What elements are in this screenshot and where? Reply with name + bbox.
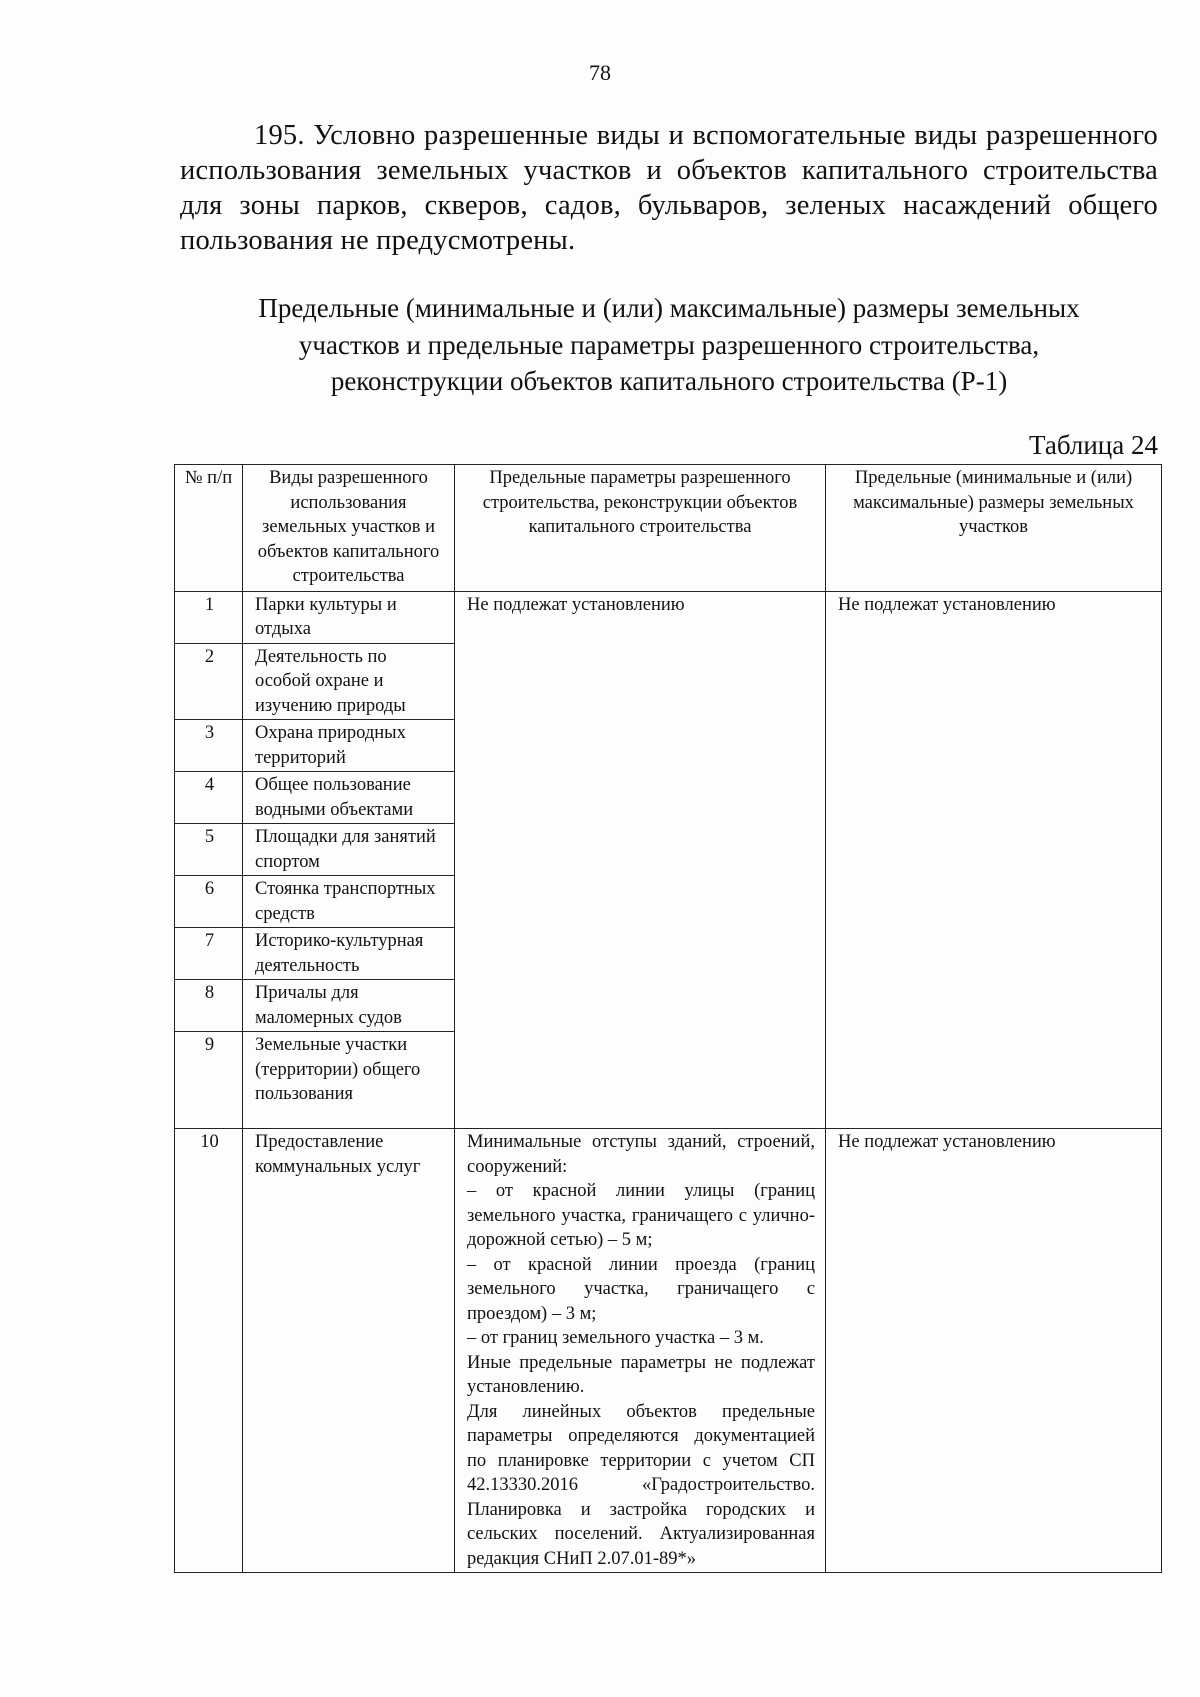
params-line: Иные предельные параметры не подлежат установлению. <box>467 1352 815 1397</box>
row-num: 6 <box>175 876 243 928</box>
row-num: 2 <box>175 643 243 720</box>
row-use-type: Парки культуры и отдыха <box>243 591 455 643</box>
header-use-type: Виды разрешенного использования земельных участков и объектов капитального строительства <box>243 465 455 592</box>
table-title-line-3: реконструкции объектов капитального строительства (Р-1) <box>330 366 1008 396</box>
row-num: 5 <box>175 824 243 876</box>
row-use-type: Историко-культурная деятельность <box>243 928 455 980</box>
paragraph-195: 195. Условно разрешенные виды и вспомогательные виды разрешенного использования земельных участков и объектов капитального строительства для зоны парков, скверов, садов, бульваров, зеленых насаждений общего пользования не предусмотрены. <box>180 120 1158 256</box>
row-use-type: Площадки для занятий спортом <box>243 824 455 876</box>
row-num: 1 <box>175 591 243 643</box>
row-use-type: Причалы для маломерных судов <box>243 980 455 1032</box>
params-line: – от красной линии проезда (границ земельного участка, граничащего с проездом) – 3 м; <box>467 1254 815 1324</box>
row-num: 7 <box>175 928 243 980</box>
row-use-type: Общее пользование водными объектами <box>243 772 455 824</box>
row-num: 3 <box>175 720 243 772</box>
table-title <box>180 290 1158 400</box>
row-num: 9 <box>175 1032 243 1129</box>
row-num: 4 <box>175 772 243 824</box>
group-params: Не подлежат установлению <box>455 591 826 1129</box>
zoning-table <box>174 464 1162 1573</box>
row-use-type: Деятельность по особой охране и изучению природы <box>243 643 455 720</box>
table-header-row <box>175 465 1162 592</box>
row-use-type: Стоянка транспортных средств <box>243 876 455 928</box>
table-row <box>175 591 1162 643</box>
row-use-type: Охрана природных территорий <box>243 720 455 772</box>
table-row <box>175 1129 1162 1573</box>
page-number: 78 <box>589 60 611 85</box>
table-title-line-2: участков и предельные параметры разрешенного строительства, <box>298 329 1040 360</box>
header-num: № п/п <box>175 465 243 592</box>
row-use-type: Земельные участки (территории) общего пользования <box>243 1032 455 1129</box>
row10-sizes: Не подлежат установлению <box>826 1129 1162 1573</box>
params-line: – от границ земельного участка – 3 м. <box>467 1328 764 1348</box>
row-num: 10 <box>175 1129 243 1573</box>
table-caption: Таблица 24 <box>1029 430 1158 460</box>
row-use-type: Предоставление коммунальных услуг <box>243 1129 455 1573</box>
table-title-line-1: Предельные (минимальные и (или) максимальные) размеры земельных <box>258 293 1080 323</box>
header-params: Предельные параметры разрешенного строительства, реконструкции объектов капитального строительства <box>455 465 826 592</box>
row10-params <box>455 1129 826 1573</box>
params-line: Для линейных объектов предельные параметры определяются документацией по планировке территории с учетом СП 42.13330.2016 «Градостроительство. Планировка и застройка городских и сельских поселений. Актуализированная редакция СНиП 2.07.01-89*» <box>467 1401 815 1569</box>
params-line: – от красной линии улицы (границ земельного участка, граничащего с улично-дорожной сетью) – 5 м; <box>467 1181 815 1250</box>
row-num: 8 <box>175 980 243 1032</box>
params-line: Минимальные отступы зданий, строений, сооружений: <box>467 1132 815 1177</box>
group-sizes: Не подлежат установлению <box>826 591 1162 1129</box>
header-sizes: Предельные (минимальные и (или) максимальные) размеры земельных участков <box>826 465 1162 592</box>
